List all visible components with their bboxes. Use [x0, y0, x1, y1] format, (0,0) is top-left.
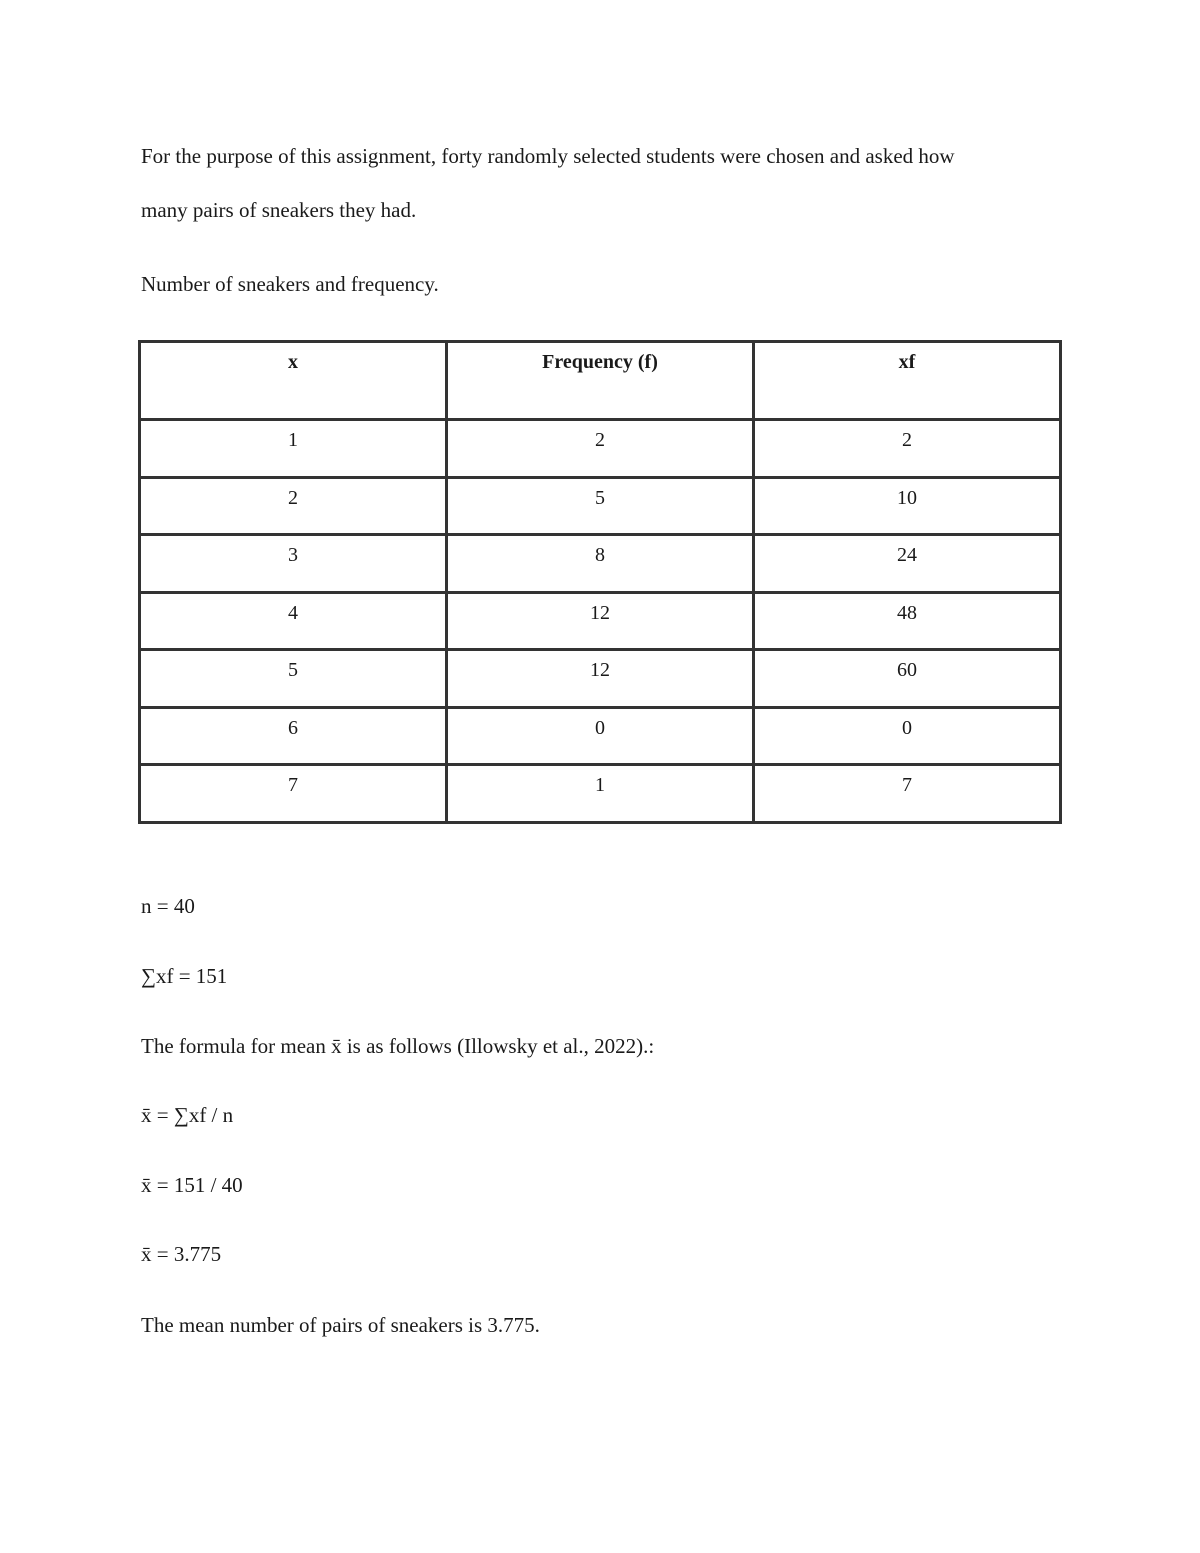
conclusion: The mean number of pairs of sneakers is 3.775. — [141, 1313, 540, 1337]
cell-xf: 24 — [755, 536, 1059, 591]
intro-line-2: many pairs of sneakers they had. — [141, 198, 417, 222]
cell-frequency: 0 — [448, 709, 752, 764]
stat-sum-xf: ∑xf = 151 — [141, 964, 228, 988]
table-header-row — [141, 343, 1059, 418]
table-row — [141, 709, 1059, 764]
table-row — [141, 421, 1059, 476]
table-caption: Number of sneakers and frequency. — [141, 272, 439, 296]
table-row — [141, 766, 1059, 821]
header-xf: xf — [755, 343, 1059, 418]
cell-xf: 60 — [755, 651, 1059, 706]
stat-n: n = 40 — [141, 894, 195, 918]
cell-frequency: 12 — [448, 594, 752, 649]
cell-frequency: 5 — [448, 479, 752, 534]
cell-x: 2 — [141, 479, 445, 534]
cell-frequency: 12 — [448, 651, 752, 706]
frequency-table — [138, 340, 1062, 824]
formula-intro: The formula for mean x̄ is as follows (Illowsky et al., 2022).: — [141, 1034, 655, 1058]
formula-step-3: x̄ = 3.775 — [141, 1242, 222, 1266]
cell-x: 3 — [141, 536, 445, 591]
frequency-table-container — [138, 340, 1062, 824]
intro-line-1: For the purpose of this assignment, forty randomly selected students were chosen and asked how — [141, 144, 955, 168]
table-row — [141, 536, 1059, 591]
header-frequency: Frequency (f) — [448, 343, 752, 418]
formula-step-1: x̄ = ∑xf / n — [141, 1103, 234, 1127]
cell-xf: 0 — [755, 709, 1059, 764]
header-x: x — [141, 343, 445, 418]
cell-x: 6 — [141, 709, 445, 764]
cell-xf: 10 — [755, 479, 1059, 534]
cell-frequency: 8 — [448, 536, 752, 591]
cell-xf: 7 — [755, 766, 1059, 821]
cell-x: 7 — [141, 766, 445, 821]
cell-frequency: 2 — [448, 421, 752, 476]
cell-x: 1 — [141, 421, 445, 476]
table-row — [141, 594, 1059, 649]
cell-x: 5 — [141, 651, 445, 706]
cell-frequency: 1 — [448, 766, 752, 821]
table-row — [141, 479, 1059, 534]
cell-xf: 48 — [755, 594, 1059, 649]
cell-x: 4 — [141, 594, 445, 649]
formula-step-2: x̄ = 151 / 40 — [141, 1173, 243, 1197]
table-row — [141, 651, 1059, 706]
cell-xf: 2 — [755, 421, 1059, 476]
